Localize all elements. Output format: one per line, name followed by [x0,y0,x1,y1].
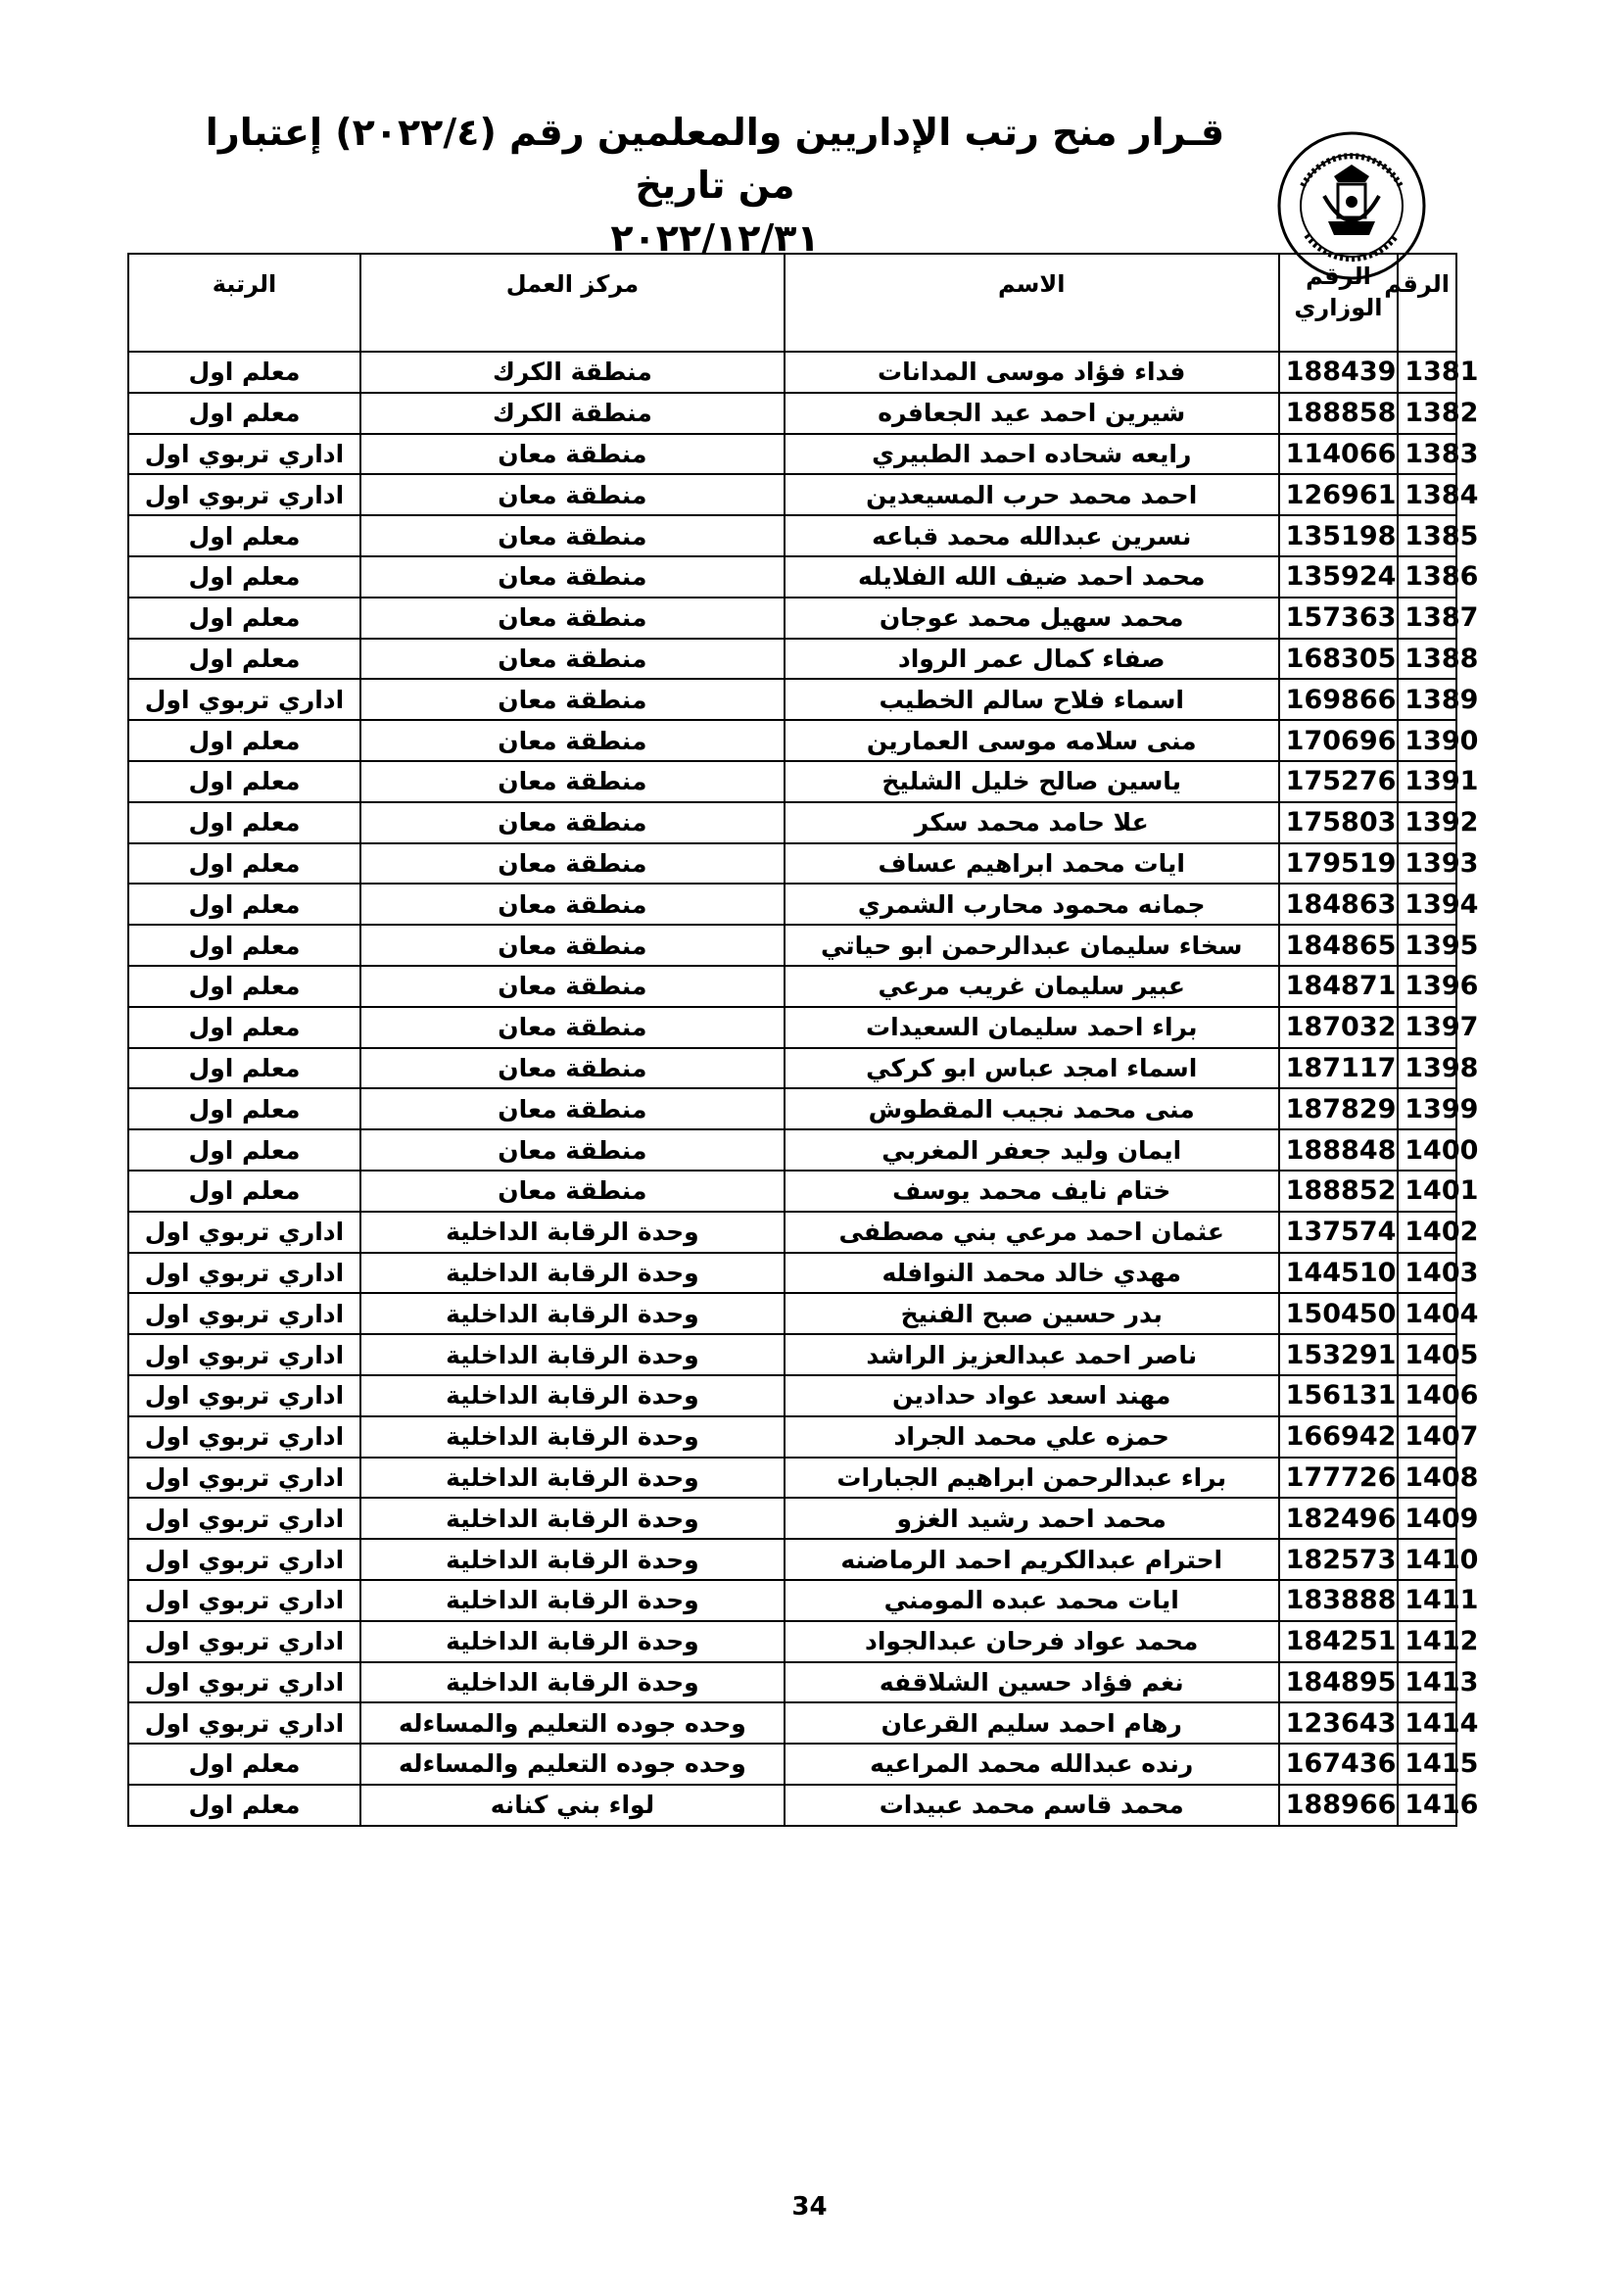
row-name: براء احمد سليمان السعيدات [785,1007,1279,1048]
row-workplace: منطقة معان [360,966,785,1007]
row-workplace: منطقة معان [360,925,785,966]
row-rank: معلم اول [128,639,360,680]
row-name: رايعه شحاده احمد الطبيري [785,434,1279,475]
row-ministerial-id: 188852 [1279,1171,1399,1212]
table-row [128,1702,1456,1744]
row-ministerial-id: 114066 [1279,434,1399,475]
row-rank: اداري تربوي اول [128,679,360,720]
row-workplace: وحدة الرقابة الداخلية [360,1662,785,1703]
row-number: 1381 [1398,352,1456,393]
row-rank: معلم اول [128,352,360,393]
row-name: علا حامد محمد سكر [785,802,1279,843]
table-row [128,925,1456,966]
row-name: احترام عبدالكريم احمد الرماضنه [785,1539,1279,1580]
row-number: 1395 [1398,925,1456,966]
row-workplace: منطقة الكرك [360,352,785,393]
table-row [128,1744,1456,1785]
table-row [128,1334,1456,1375]
row-workplace: وحدة الرقابة الداخلية [360,1458,785,1499]
row-ministerial-id: 188858 [1279,393,1399,434]
table-row [128,1007,1456,1048]
row-ministerial-id: 170696 [1279,720,1399,761]
row-rank: معلم اول [128,925,360,966]
table-row [128,843,1456,885]
table-row [128,474,1456,515]
row-ministerial-id: 135924 [1279,556,1399,598]
table-row [128,434,1456,475]
row-name: محمد سهيل محمد عوجان [785,598,1279,639]
row-rank: اداري تربوي اول [128,1662,360,1703]
row-number: 1415 [1398,1744,1456,1785]
row-ministerial-id: 183888 [1279,1580,1399,1621]
table-row [128,1171,1456,1212]
row-ministerial-id: 188848 [1279,1129,1399,1171]
row-ministerial-id: 144510 [1279,1253,1399,1294]
row-ministerial-id: 137574 [1279,1212,1399,1253]
row-number: 1408 [1398,1458,1456,1499]
table-row [128,1129,1456,1171]
row-name: منى سلامه موسى العمارين [785,720,1279,761]
row-ministerial-id: 188439 [1279,352,1399,393]
table-row [128,639,1456,680]
row-workplace: وحدة الرقابة الداخلية [360,1416,785,1458]
row-rank: اداري تربوي اول [128,1253,360,1294]
row-ministerial-id: 167436 [1279,1744,1399,1785]
row-workplace: وحده جوده التعليم والمساءله [360,1702,785,1744]
table-row [128,1088,1456,1129]
table-row [128,556,1456,598]
row-rank: معلم اول [128,1048,360,1089]
table-row [128,515,1456,556]
table-row [128,802,1456,843]
row-workplace: وحدة الرقابة الداخلية [360,1375,785,1416]
row-rank: معلم اول [128,1088,360,1129]
table-row [128,679,1456,720]
row-name: ايات محمد عبده المومني [785,1580,1279,1621]
row-workplace: وحدة الرقابة الداخلية [360,1539,785,1580]
row-rank: معلم اول [128,1744,360,1785]
row-name: رهام احمد سليم القرعان [785,1702,1279,1744]
row-number: 1391 [1398,761,1456,802]
row-workplace: منطقة معان [360,556,785,598]
row-ministerial-id: 135198 [1279,515,1399,556]
row-number: 1405 [1398,1334,1456,1375]
ranks-table [127,253,1479,1827]
row-workplace: وحدة الرقابة الداخلية [360,1212,785,1253]
row-number: 1406 [1398,1375,1456,1416]
row-ministerial-id: 156131 [1279,1375,1399,1416]
table-row [128,1253,1456,1294]
table-row [128,1375,1456,1416]
row-number: 1398 [1398,1048,1456,1089]
row-number: 1407 [1398,1416,1456,1458]
table-row [128,598,1456,639]
table-row [128,1048,1456,1089]
row-rank: اداري تربوي اول [128,434,360,475]
row-number: 1384 [1398,474,1456,515]
row-name: محمد عواد فرحان عبدالجواد [785,1621,1279,1662]
row-ministerial-id: 184865 [1279,925,1399,966]
row-number: 1413 [1398,1662,1456,1703]
row-rank: اداري تربوي اول [128,1416,360,1458]
table-row [128,1212,1456,1253]
row-workplace: وحدة الرقابة الداخلية [360,1293,785,1334]
row-number: 1383 [1398,434,1456,475]
row-workplace: منطقة الكرك [360,393,785,434]
row-name: بدر حسين صبح الفنيخ [785,1293,1279,1334]
row-rank: معلم اول [128,884,360,925]
row-name: عبير سليمان غريب مرعي [785,966,1279,1007]
row-rank: معلم اول [128,598,360,639]
row-ministerial-id: 182573 [1279,1539,1399,1580]
row-rank: اداري تربوي اول [128,1293,360,1334]
row-name: مهند اسعد عواد حدادين [785,1375,1279,1416]
row-ministerial-id: 184251 [1279,1621,1399,1662]
row-ministerial-id: 126961 [1279,474,1399,515]
row-name: ناصر احمد عبدالعزيز الراشد [785,1334,1279,1375]
row-ministerial-id: 184863 [1279,884,1399,925]
row-number: 1397 [1398,1007,1456,1048]
table-row [128,1621,1456,1662]
table-row [128,1785,1456,1826]
row-workplace: منطقة معان [360,474,785,515]
row-number: 1390 [1398,720,1456,761]
row-workplace: وحدة الرقابة الداخلية [360,1498,785,1539]
row-rank: معلم اول [128,1129,360,1171]
row-rank: معلم اول [128,515,360,556]
table-row [128,720,1456,761]
row-name: محمد قاسم محمد عبيدات [785,1785,1279,1826]
row-name: جمانه محمود محارب الشمري [785,884,1279,925]
table-row [128,393,1456,434]
row-ministerial-id: 123643 [1279,1702,1399,1744]
row-number: 1416 [1398,1785,1456,1826]
row-rank: اداري تربوي اول [128,1375,360,1416]
row-name: اسماء امجد عباس ابو كركي [785,1048,1279,1089]
table-row [128,884,1456,925]
header-no: الرقم [1398,254,1456,352]
row-rank: معلم اول [128,966,360,1007]
row-workplace: منطقة معان [360,1171,785,1212]
row-rank: معلم اول [128,720,360,761]
row-ministerial-id: 184895 [1279,1662,1399,1703]
row-ministerial-id: 168305 [1279,639,1399,680]
row-workplace: منطقة معان [360,434,785,475]
row-ministerial-id: 187829 [1279,1088,1399,1129]
title-line-1: قـرار منح رتب الإداريين والمعلمين رقم (٢٠٢٢/٤) إعتبارا من تاريخ [205,111,1225,207]
row-name: ايات محمد ابراهيم عساف [785,843,1279,885]
row-number: 1382 [1398,393,1456,434]
row-number: 1400 [1398,1129,1456,1171]
row-workplace: لواء بني كنانه [360,1785,785,1826]
row-name: عثمان احمد مرعي بني مصطفى [785,1212,1279,1253]
row-number: 1412 [1398,1621,1456,1662]
row-workplace: منطقة معان [360,843,785,885]
row-ministerial-id: 175276 [1279,761,1399,802]
header-ministerial-id: الرقم الوزاري [1279,254,1399,352]
row-workplace: وحدة الرقابة الداخلية [360,1580,785,1621]
table-row [128,1293,1456,1334]
title-line-2: ٢٠٢٢/١٢/٣١ [610,216,820,260]
row-ministerial-id: 150450 [1279,1293,1399,1334]
row-name: اسماء فلاح سالم الخطيب [785,679,1279,720]
row-ministerial-id: 157363 [1279,598,1399,639]
row-rank: اداري تربوي اول [128,1212,360,1253]
row-ministerial-id: 188966 [1279,1785,1399,1826]
row-name: محمد احمد رشيد الغزو [785,1498,1279,1539]
row-name: فداء فؤاد موسى المدانات [785,352,1279,393]
row-name: ايمان وليد جعفر المغربي [785,1129,1279,1171]
row-number: 1414 [1398,1702,1456,1744]
row-number: 1394 [1398,884,1456,925]
row-number: 1401 [1398,1171,1456,1212]
row-name: براء عبدالرحمن ابراهيم الجبارات [785,1458,1279,1499]
row-rank: معلم اول [128,802,360,843]
row-workplace: منطقة معان [360,1048,785,1089]
row-ministerial-id: 169866 [1279,679,1399,720]
row-rank: معلم اول [128,1007,360,1048]
table-row [128,1580,1456,1621]
row-number: 1404 [1398,1293,1456,1334]
row-number: 1402 [1398,1212,1456,1253]
row-ministerial-id: 177726 [1279,1458,1399,1499]
row-ministerial-id: 182496 [1279,1498,1399,1539]
row-name: رنده عبدالله محمد المراعيه [785,1744,1279,1785]
row-workplace: منطقة معان [360,1129,785,1171]
row-workplace: منطقة معان [360,598,785,639]
row-name: احمد محمد حرب المسيعدين [785,474,1279,515]
row-rank: اداري تربوي اول [128,1621,360,1662]
table-row [128,352,1456,393]
row-rank: اداري تربوي اول [128,1580,360,1621]
table-row [128,761,1456,802]
row-workplace: وحده جوده التعليم والمساءله [360,1744,785,1785]
page-number: 34 [791,2192,828,2222]
row-number: 1409 [1398,1498,1456,1539]
row-number: 1411 [1398,1580,1456,1621]
row-rank: اداري تربوي اول [128,1498,360,1539]
row-number: 1386 [1398,556,1456,598]
row-name: نغم فؤاد حسين الشلاقفه [785,1662,1279,1703]
table-row [128,1539,1456,1580]
row-ministerial-id: 184871 [1279,966,1399,1007]
row-workplace: منطقة معان [360,884,785,925]
row-name: شيرين احمد عيد الجعافره [785,393,1279,434]
table-row [128,1662,1456,1703]
row-ministerial-id: 153291 [1279,1334,1399,1375]
row-workplace: منطقة معان [360,720,785,761]
row-workplace: منطقة معان [360,515,785,556]
table-header-row [128,254,1456,352]
row-workplace: منطقة معان [360,1007,785,1048]
row-ministerial-id: 166942 [1279,1416,1399,1458]
row-name: سخاء سليمان عبدالرحمن ابو حياتي [785,925,1279,966]
row-name: صفاء كمال عمر الرواد [785,639,1279,680]
header-name: الاسم [785,254,1279,352]
row-rank: معلم اول [128,761,360,802]
row-number: 1410 [1398,1539,1456,1580]
row-number: 1393 [1398,843,1456,885]
table-row [128,966,1456,1007]
row-name: نسرين عبدالله محمد قباعه [785,515,1279,556]
row-rank: اداري تربوي اول [128,474,360,515]
row-name: منى محمد نجيب المقطوش [785,1088,1279,1129]
row-rank: معلم اول [128,1171,360,1212]
row-workplace: منطقة معان [360,1088,785,1129]
row-rank: معلم اول [128,393,360,434]
row-name: حمزه علي محمد الجراد [785,1416,1279,1458]
row-rank: اداري تربوي اول [128,1458,360,1499]
row-number: 1385 [1398,515,1456,556]
row-number: 1388 [1398,639,1456,680]
row-workplace: وحدة الرقابة الداخلية [360,1334,785,1375]
row-number: 1399 [1398,1088,1456,1129]
row-rank: معلم اول [128,1785,360,1826]
row-name: ختام نايف محمد يوسف [785,1171,1279,1212]
row-rank: معلم اول [128,556,360,598]
document-title [176,106,1254,264]
header-workplace: مركز العمل [360,254,785,352]
row-rank: اداري تربوي اول [128,1702,360,1744]
row-rank: اداري تربوي اول [128,1539,360,1580]
row-workplace: منطقة معان [360,761,785,802]
row-workplace: منطقة معان [360,802,785,843]
row-ministerial-id: 175803 [1279,802,1399,843]
row-name: محمد احمد ضيف الله الفلايله [785,556,1279,598]
row-workplace: منطقة معان [360,679,785,720]
row-number: 1387 [1398,598,1456,639]
table-row [128,1458,1456,1499]
row-number: 1403 [1398,1253,1456,1294]
table-row [128,1416,1456,1458]
row-name: ياسين صالح خليل الشليخ [785,761,1279,802]
row-number: 1389 [1398,679,1456,720]
row-workplace: منطقة معان [360,639,785,680]
row-number: 1392 [1398,802,1456,843]
row-rank: اداري تربوي اول [128,1334,360,1375]
row-workplace: وحدة الرقابة الداخلية [360,1621,785,1662]
row-number: 1396 [1398,966,1456,1007]
row-ministerial-id: 179519 [1279,843,1399,885]
table-row [128,1498,1456,1539]
row-ministerial-id: 187032 [1279,1007,1399,1048]
row-rank: معلم اول [128,843,360,885]
row-workplace: وحدة الرقابة الداخلية [360,1253,785,1294]
row-ministerial-id: 187117 [1279,1048,1399,1089]
row-name: مهدي خالد محمد النوافله [785,1253,1279,1294]
header-rank: الرتبة [128,254,360,352]
